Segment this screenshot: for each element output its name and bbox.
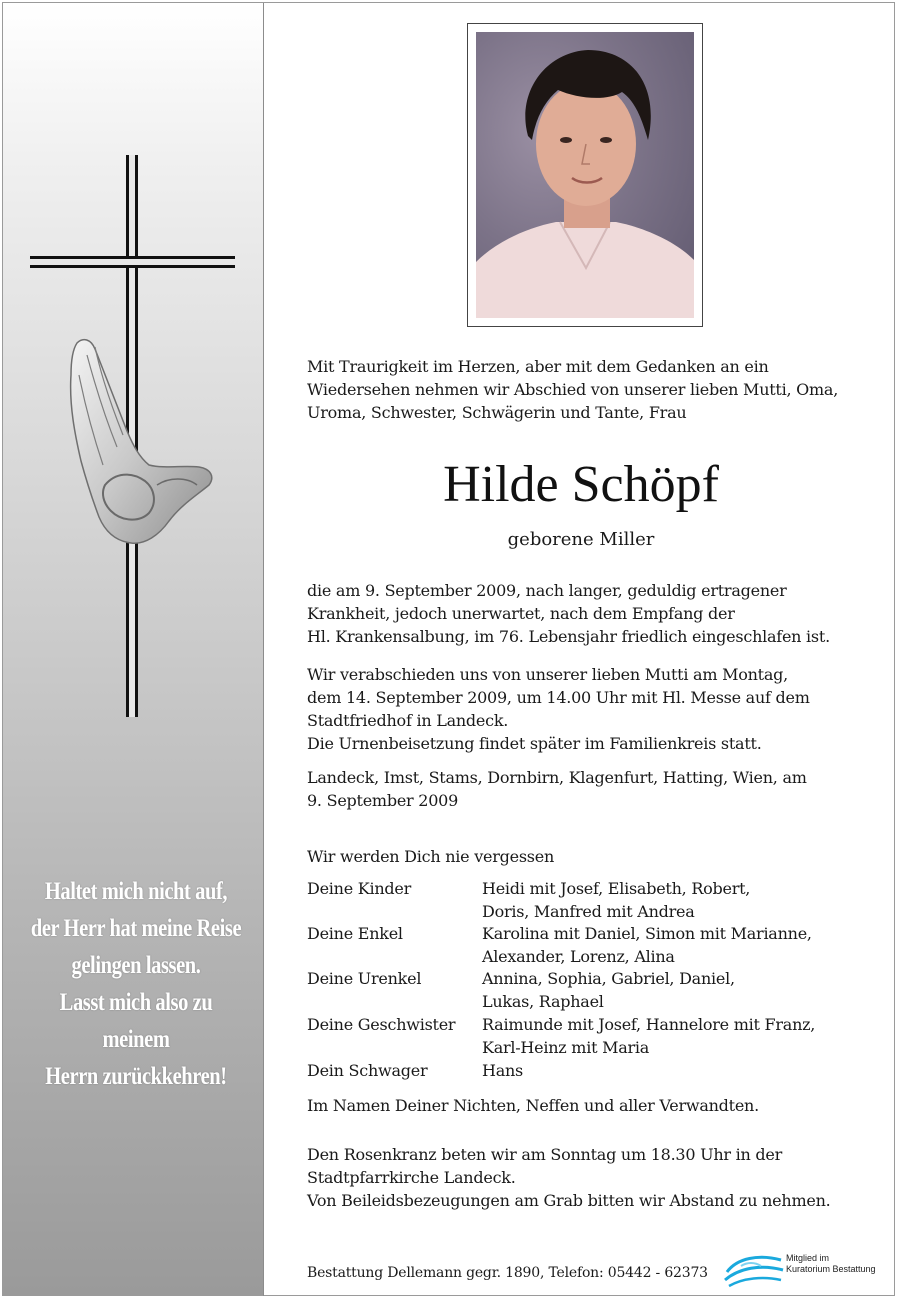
verse-line: Herrn zurückkehren! bbox=[45, 1063, 227, 1090]
intro-line: Wiedersehen nehmen wir Abschied von unserer lieben Mutti, Oma, bbox=[307, 380, 839, 399]
verse-line: Haltet mich nicht auf, bbox=[44, 878, 228, 905]
funeral-home-footer: Bestattung Dellemann gegr. 1890, Telefon: 05442 - 62373 bbox=[307, 1265, 708, 1281]
family-label: Deine Geschwister bbox=[307, 1015, 456, 1034]
family-label: Deine Urenkel bbox=[307, 969, 422, 988]
sidebar-panel bbox=[3, 3, 264, 1296]
family-names: Karl-Heinz mit Maria bbox=[482, 1038, 650, 1057]
family-names: Raimunde mit Josef, Hannelore mit Franz, bbox=[482, 1015, 816, 1034]
place-date-line: Landeck, Imst, Stams, Dornbirn, Klagenfurt, Hatting, Wien, am bbox=[307, 768, 807, 787]
family-names: Doris, Manfred mit Andrea bbox=[482, 902, 695, 921]
praying-hands-icon bbox=[65, 335, 215, 549]
intro-line: Uroma, Schwester, Schwägerin und Tante, Frau bbox=[307, 403, 687, 422]
funeral-line: Stadtfriedhof in Landeck. bbox=[307, 711, 509, 730]
funeral-line: Die Urnenbeisetzung findet später im Familienkreis statt. bbox=[307, 734, 762, 753]
notice-line: die am 9. September 2009, nach langer, geduldig ertragener bbox=[307, 581, 787, 600]
family-names: Alexander, Lorenz, Alina bbox=[482, 947, 675, 966]
relatives-line: Im Namen Deiner Nichten, Neffen und aller Verwandten. bbox=[307, 1096, 759, 1115]
verse-line: der Herr hat meine Reise bbox=[30, 915, 242, 942]
verse-line: gelingen lassen. bbox=[71, 952, 201, 979]
notice-line: Krankheit, jedoch unerwartet, nach dem Empfang der bbox=[307, 604, 735, 623]
portrait-photo bbox=[476, 32, 694, 318]
family-names: Annina, Sophia, Gabriel, Daniel, bbox=[482, 969, 735, 988]
deceased-name: Hilde Schöpf bbox=[443, 456, 719, 513]
logo-label: Mitglied im bbox=[786, 1253, 830, 1263]
family-names: Lukas, Raphael bbox=[482, 992, 604, 1011]
logo-label: Kuratorium Bestattung bbox=[786, 1264, 876, 1274]
cross-icon-crossbar bbox=[30, 256, 235, 268]
family-names: Heidi mit Josef, Elisabeth, Robert, bbox=[482, 879, 751, 898]
bible-verse bbox=[29, 873, 242, 1095]
family-names: Hans bbox=[482, 1061, 524, 1080]
intro-line: Mit Traurigkeit im Herzen, aber mit dem Gedanken an ein bbox=[307, 357, 769, 376]
memory-line: Wir werden Dich nie vergessen bbox=[307, 847, 555, 866]
rosary-line: Den Rosenkranz beten wir am Sonntag um 18.30 Uhr in der bbox=[307, 1145, 782, 1164]
maiden-name: geborene Miller bbox=[507, 529, 655, 550]
family-label: Deine Kinder bbox=[307, 879, 412, 898]
family-label: Dein Schwager bbox=[307, 1061, 428, 1080]
portrait-frame bbox=[467, 23, 703, 327]
notice-line: Hl. Krankensalbung, im 76. Lebensjahr friedlich eingeschlafen ist. bbox=[307, 627, 830, 646]
family-names: Karolina mit Daniel, Simon mit Marianne, bbox=[482, 924, 812, 943]
rosary-line: Von Beileidsbezeugungen am Grab bitten wir Abstand zu nehmen. bbox=[307, 1191, 831, 1210]
family-label: Deine Enkel bbox=[307, 924, 403, 943]
funeral-line: Wir verabschieden uns von unserer lieben Mutti am Montag, bbox=[307, 665, 788, 684]
verse-line: Lasst mich also zu meinem bbox=[59, 989, 213, 1053]
rosary-line: Stadtpfarrkirche Landeck. bbox=[307, 1168, 516, 1187]
place-date-line: 9. September 2009 bbox=[307, 791, 459, 810]
portrait-illustration bbox=[476, 32, 694, 318]
funeral-line: dem 14. September 2009, um 14.00 Uhr mit Hl. Messe auf dem bbox=[307, 688, 810, 707]
